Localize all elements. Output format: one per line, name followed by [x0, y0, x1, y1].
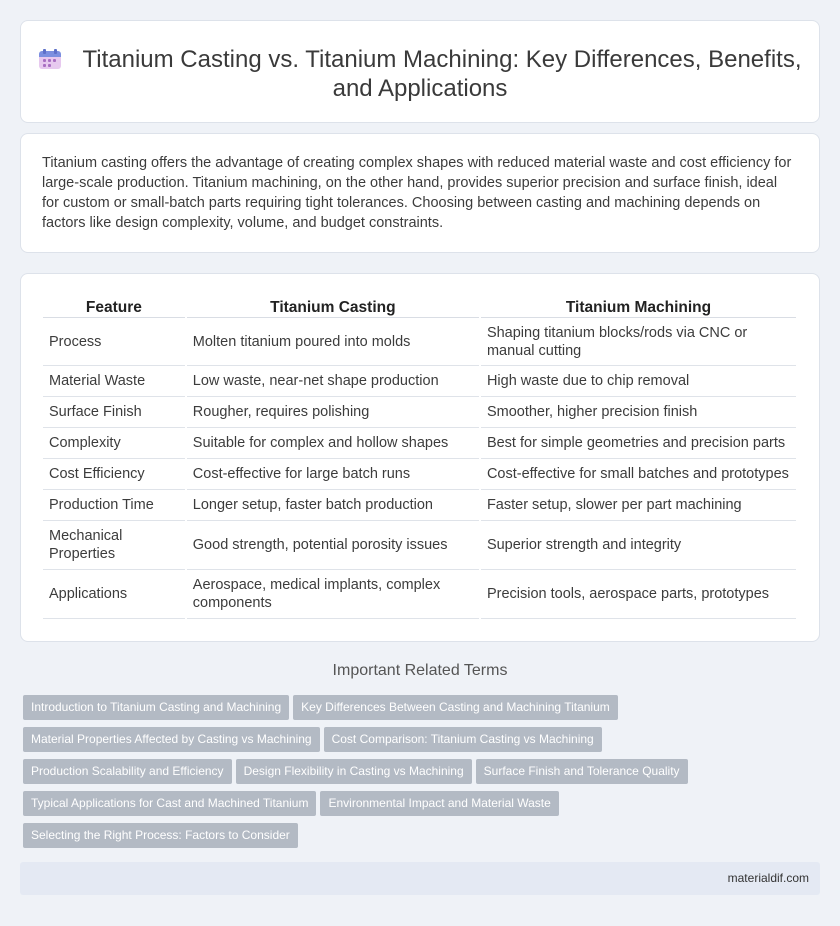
- casting-cell: Low waste, near-net shape production: [187, 366, 479, 397]
- table-row: [43, 459, 796, 490]
- table-row: [43, 366, 796, 397]
- page-title-block: [21, 45, 819, 103]
- table-row: [43, 521, 796, 570]
- casting-cell: Longer setup, faster batch production: [187, 490, 479, 521]
- related-term-tag[interactable]: Material Properties Affected by Casting vs Machining: [23, 727, 320, 752]
- feature-cell: Material Waste: [43, 366, 185, 397]
- header-feature: Feature: [43, 296, 185, 318]
- header-machining: Titanium Machining: [481, 296, 796, 318]
- table-row: [43, 318, 796, 366]
- feature-cell: Surface Finish: [43, 397, 185, 428]
- casting-cell: Rougher, requires polishing: [187, 397, 479, 428]
- feature-cell: Process: [43, 318, 185, 366]
- feature-cell: Production Time: [43, 490, 185, 521]
- casting-cell: Aerospace, medical implants, complex components: [187, 570, 479, 619]
- related-term-tag[interactable]: Key Differences Between Casting and Machining Titanium: [293, 695, 618, 720]
- machining-cell: Precision tools, aerospace parts, prototypes: [481, 570, 796, 619]
- header-casting: Titanium Casting: [187, 296, 479, 318]
- comparison-table: [41, 296, 798, 619]
- related-term-tag[interactable]: Production Scalability and Efficiency: [23, 759, 232, 784]
- comparison-card: [20, 273, 820, 642]
- table-header-row: [43, 296, 796, 318]
- feature-cell: Mechanical Properties: [43, 521, 185, 570]
- machining-cell: Superior strength and integrity: [481, 521, 796, 570]
- related-terms-list: [23, 695, 803, 855]
- machining-cell: Cost-effective for small batches and prototypes: [481, 459, 796, 490]
- machining-cell: Best for simple geometries and precision parts: [481, 428, 796, 459]
- calendar-icon: [39, 49, 61, 69]
- title-card: [20, 20, 820, 123]
- machining-cell: High waste due to chip removal: [481, 366, 796, 397]
- feature-cell: Cost Efficiency: [43, 459, 185, 490]
- feature-cell: Complexity: [43, 428, 185, 459]
- summary-text: Titanium casting offers the advantage of creating complex shapes with reduced material waste and cost efficiency for large-scale production. Titanium machining, on the other hand, provides superior precision and surface finish, ideal for custom or small-batch parts requiring tight tolerances. Choosing between casting and machining depends on factors like design complexity, volume, and budget constraints.: [42, 155, 792, 231]
- table-row: [43, 490, 796, 521]
- casting-cell: Cost-effective for large batch runs: [187, 459, 479, 490]
- related-term-tag[interactable]: Design Flexibility in Casting vs Machining: [236, 759, 472, 784]
- related-term-tag[interactable]: Selecting the Right Process: Factors to Consider: [23, 823, 298, 848]
- table-row: [43, 428, 796, 459]
- table-row: [43, 397, 796, 428]
- related-term-tag[interactable]: Cost Comparison: Titanium Casting vs Machining: [324, 727, 602, 752]
- related-term-tag[interactable]: Typical Applications for Cast and Machined Titanium: [23, 791, 316, 816]
- machining-cell: Faster setup, slower per part machining: [481, 490, 796, 521]
- footer-site-link[interactable]: materialdif.com: [727, 871, 809, 885]
- summary-card: [20, 133, 820, 253]
- footer: [20, 862, 820, 895]
- page-title: Titanium Casting vs. Titanium Machining: Key Differences, Benefits, and Applications: [82, 46, 802, 102]
- casting-cell: Suitable for complex and hollow shapes: [187, 428, 479, 459]
- machining-cell: Smoother, higher precision finish: [481, 397, 796, 428]
- related-term-tag[interactable]: Introduction to Titanium Casting and Machining: [23, 695, 289, 720]
- table-row: [43, 570, 796, 619]
- feature-cell: Applications: [43, 570, 185, 619]
- casting-cell: Molten titanium poured into molds: [187, 318, 479, 366]
- related-terms-heading: Important Related Terms: [332, 662, 508, 679]
- related-term-tag[interactable]: Environmental Impact and Material Waste: [320, 791, 558, 816]
- related-term-tag[interactable]: Surface Finish and Tolerance Quality: [476, 759, 688, 784]
- casting-cell: Good strength, potential porosity issues: [187, 521, 479, 570]
- machining-cell: Shaping titanium blocks/rods via CNC or manual cutting: [481, 318, 796, 366]
